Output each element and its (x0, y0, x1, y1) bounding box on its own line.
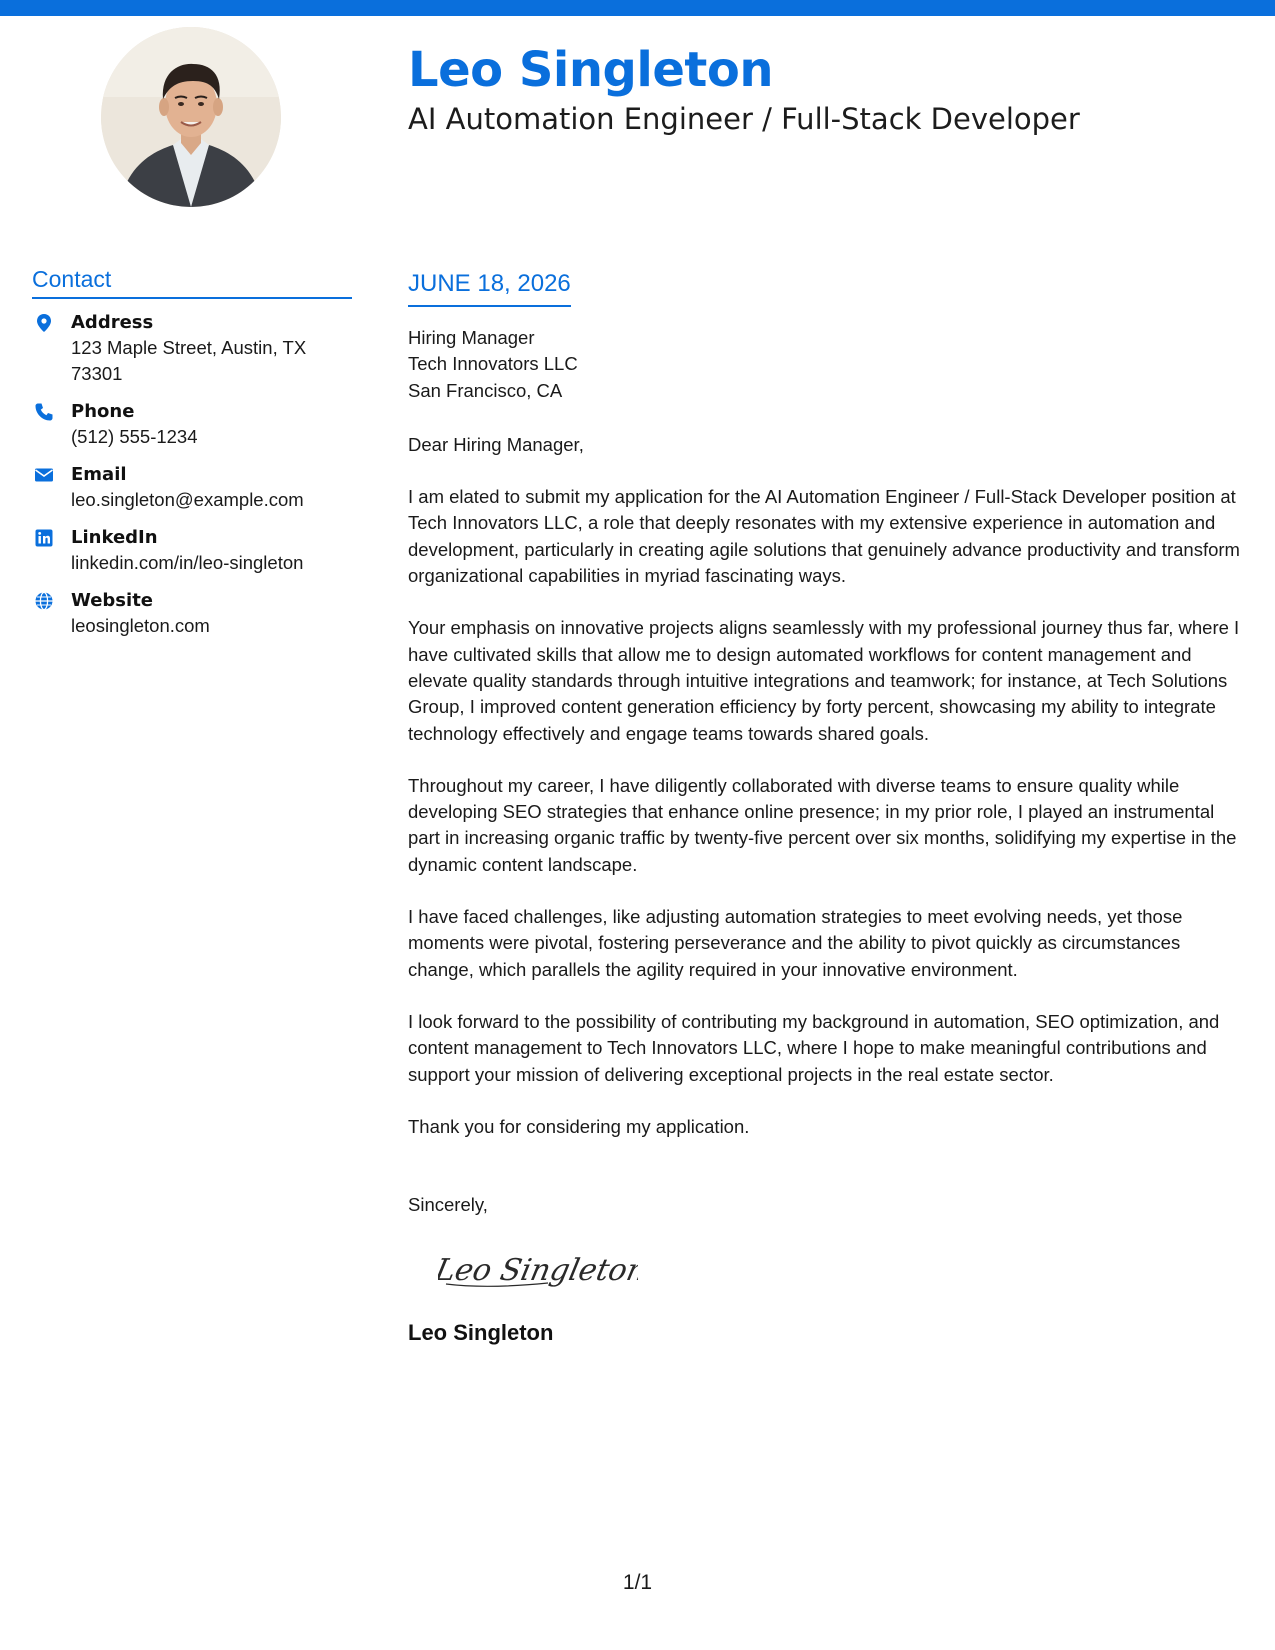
letter-paragraph: Your emphasis on innovative projects aligns seamlessly with my professional journey thus far, where I have cultivated skills that allow me to design automated workflows for content management and elevate quality standards through intuitive integrations and teamwork; for instance, at Tech Solutions Group, I improved content generation efficiency by forty percent, showcasing my ability to integrate technology effectively and engage teams towards shared goals. (408, 617, 1240, 744)
signature-text: Leo Singleton (438, 1253, 638, 1289)
closing: Sincerely, (408, 1194, 488, 1216)
contact-item-linkedin (32, 526, 352, 576)
phone-value: (512) 555-1234 (71, 426, 198, 447)
address-value: 123 Maple Street, Austin, TX 73301 (71, 337, 307, 384)
contact-label: LinkedIn (71, 527, 158, 548)
contact-item-website (32, 589, 352, 639)
candidate-name: Leo Singleton (408, 42, 773, 98)
contact-item-phone (32, 400, 352, 450)
letter-paragraph: I look forward to the possibility of contributing my background in automation, SEO optimization, and content management to Tech Innovators LLC, where I hope to make meaningful contributions and support your mission of delivering exceptional projects in the real estate sector. (408, 1010, 1220, 1085)
page-number: 1/1 (622, 1571, 653, 1594)
contact-label: Website (71, 590, 154, 611)
letter-paragraph: Thank you for considering my application. (408, 1115, 750, 1137)
cover-letter-body (408, 269, 1248, 1347)
email-icon (34, 465, 54, 485)
contact-label: Phone (71, 401, 135, 422)
letter-paragraph: I have faced challenges, like adjusting automation strategies to meet evolving needs, yet those moments were pivotal, fostering perseverance and the ability to pivot quickly as circumstances change, which parallels the agility required in your innovative environment. (408, 906, 1183, 980)
linkedin-value[interactable]: linkedin.com/in/leo-singleton (71, 552, 304, 573)
location-pin-icon (34, 313, 54, 333)
website-value[interactable]: leosingleton.com (71, 615, 210, 636)
linkedin-icon (34, 528, 54, 548)
salutation: Dear Hiring Manager, (408, 433, 584, 455)
recipient-line: Tech Innovators LLC (408, 353, 578, 375)
letter-paragraph: Throughout my career, I have diligently collaborated with diverse teams to ensure quality while developing SEO strategies that enhance online presence; in my prior role, I played an instrumental part in increasing organic traffic by twenty-five percent over six months, solidifying my expertise in the dynamic content landscape. (408, 774, 1237, 875)
signer-name: Leo Singleton (408, 1320, 554, 1346)
candidate-job-title: AI Automation Engineer / Full-Stack Developer (408, 102, 1080, 136)
handwritten-signature (438, 1240, 638, 1296)
contact-item-address (32, 311, 352, 387)
letter-date: JUNE 18, 2026 (408, 269, 571, 307)
top-accent-bar (0, 0, 1275, 16)
letter-paragraph: I am elated to submit my application for the AI Automation Engineer / Full-Stack Developer position at Tech Innovators LLC, a role that deeply resonates with my extensive experience in automation and development, particularly in creating agile solutions that genuinely advance productivity and transform organizational capabilities in myriad fascinating ways. (408, 486, 1240, 587)
contact-label: Email (71, 464, 127, 485)
email-value[interactable]: leo.singleton@example.com (71, 489, 304, 510)
contact-label: Address (71, 312, 154, 333)
contact-item-email (32, 463, 352, 513)
globe-icon (34, 591, 54, 611)
contact-heading: Contact (32, 266, 352, 299)
recipient-line: Hiring Manager (408, 327, 535, 348)
contact-sidebar (32, 266, 352, 652)
profile-photo (101, 27, 281, 207)
recipient-block (408, 325, 1248, 404)
recipient-line: San Francisco, CA (408, 379, 563, 401)
phone-icon (34, 402, 54, 422)
